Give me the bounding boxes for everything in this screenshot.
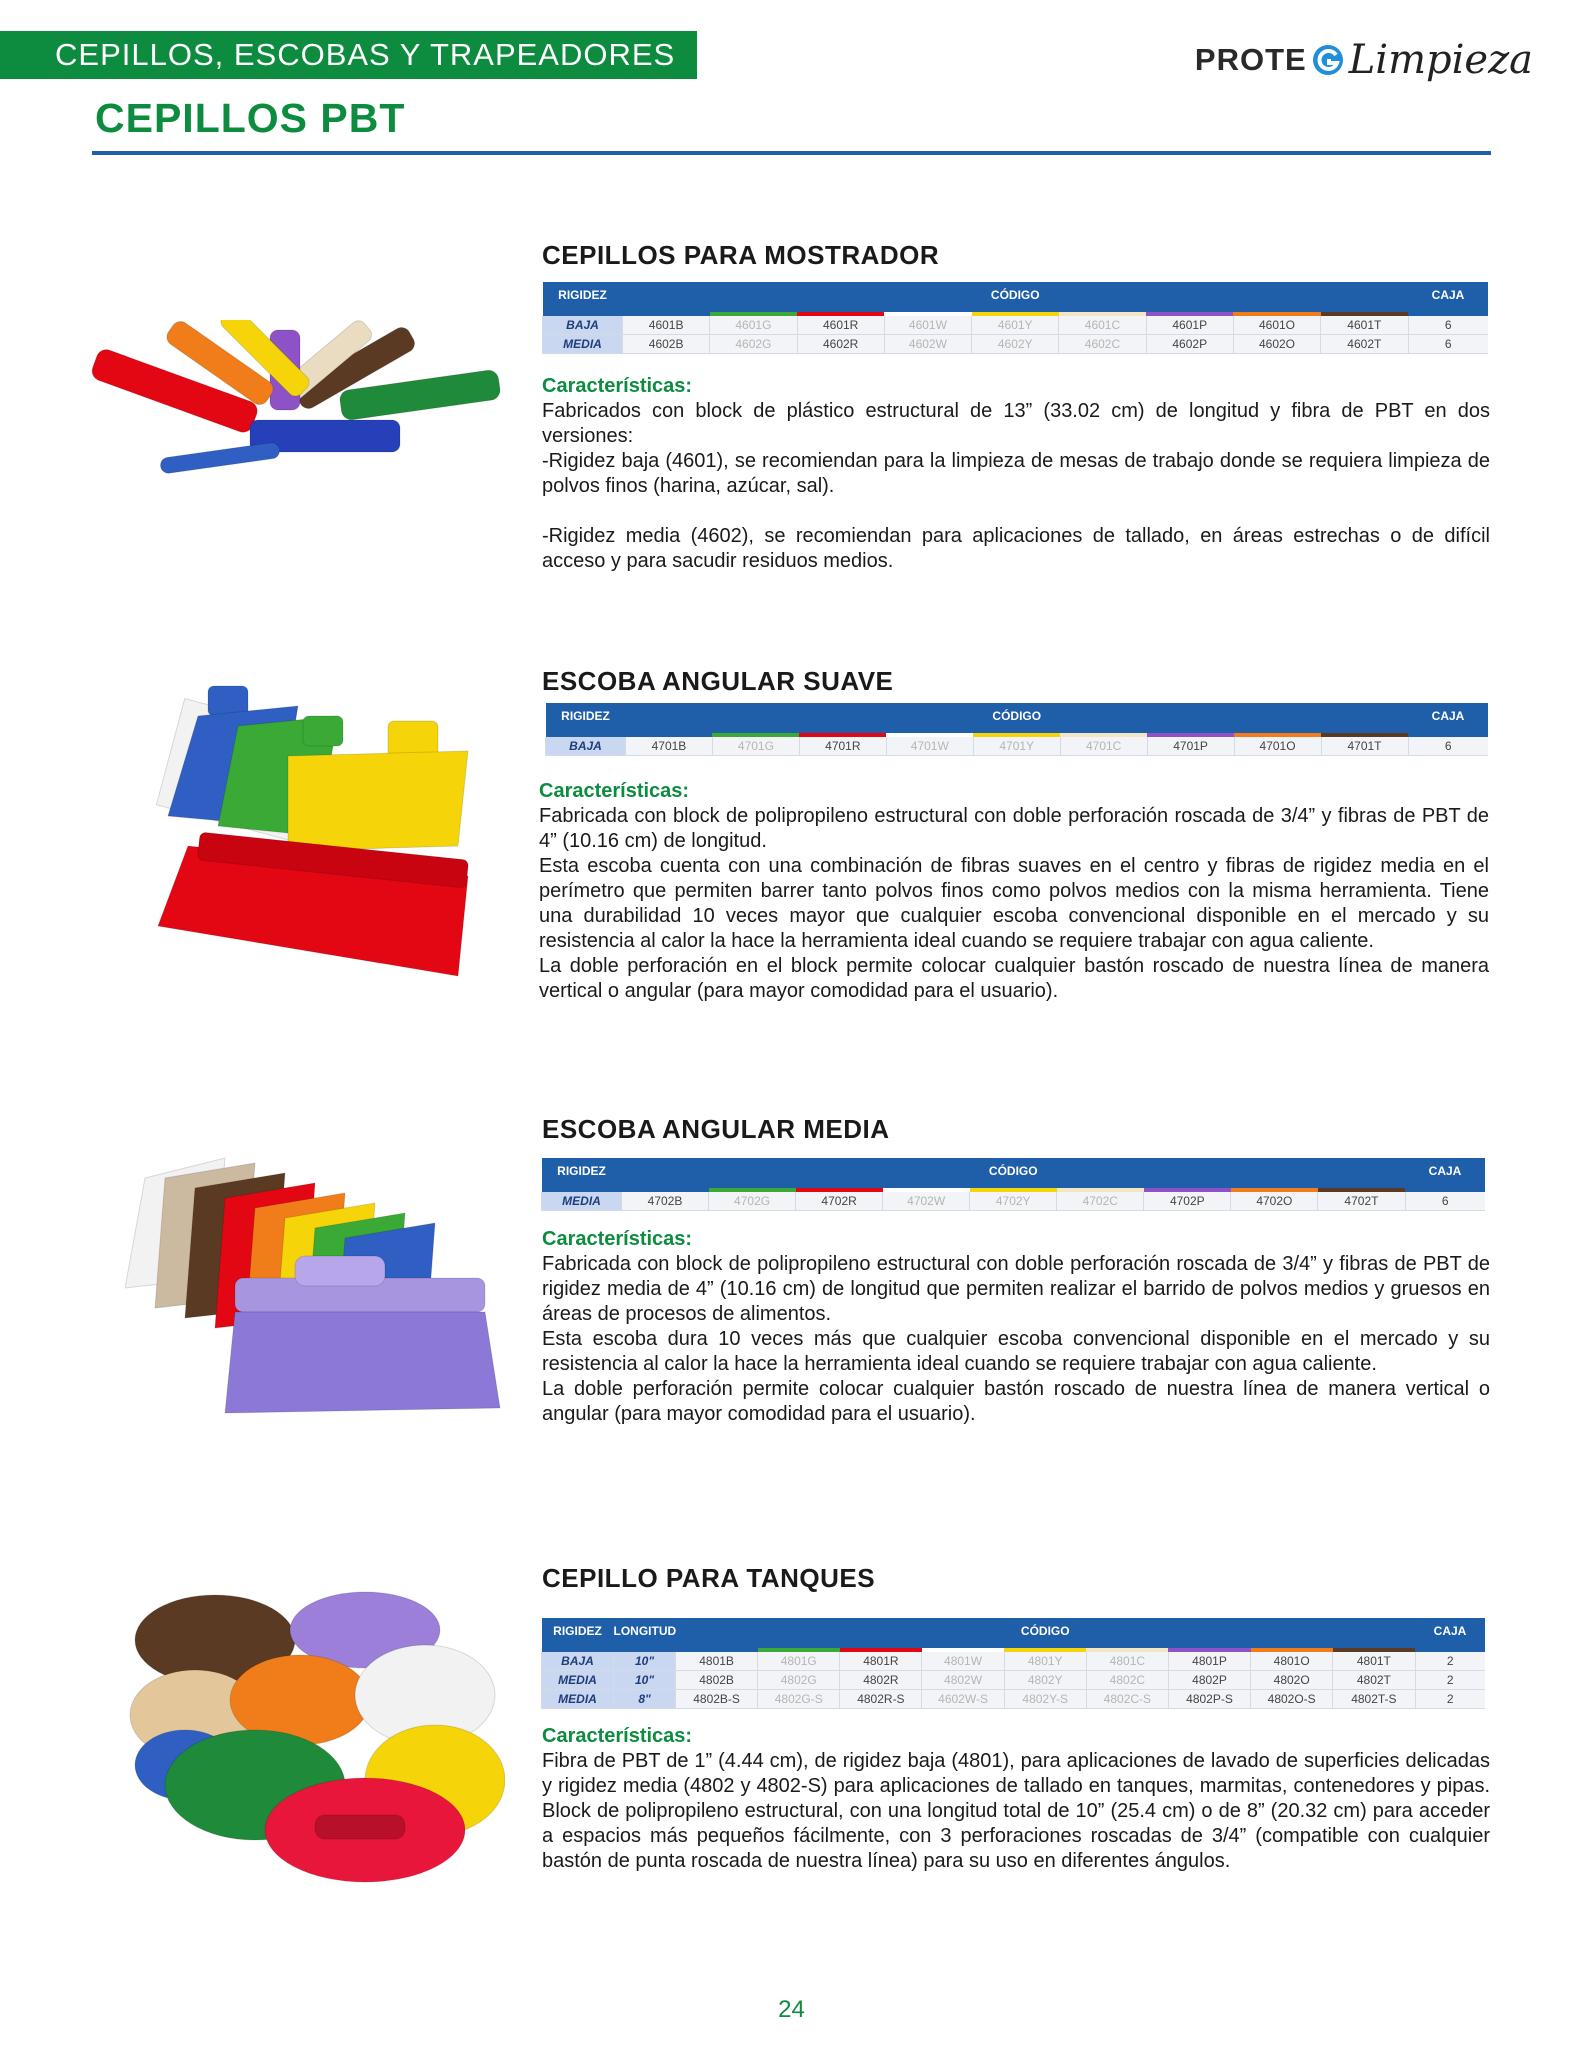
code-cell: 4602T [1321,335,1408,354]
code-cell: 4801W [922,1652,1004,1671]
paragraph: La doble perforación en el block permite colocar cualquier bastón roscado de nuestra línea de manera vertical o angular (para mayor comodidad para el usuario). [539,955,1489,1002]
code-cell: 4602W [884,335,971,354]
rigidez-cell: BAJA [543,316,623,335]
code-cell: 4802C [1086,1671,1168,1690]
paragraph: -Rigidez media (4602), se recomiendan para aplicaciones de tallado, en áreas estrechas o de difícil acceso y para sacudir residuos medios. [542,525,1490,572]
description-tanques [542,1749,1490,1874]
caja-cell: 2 [1415,1652,1485,1671]
header-rigidez: RIGIDEZ [542,1158,622,1186]
code-cell: 4601R [797,316,884,335]
caja-cell: 6 [1408,316,1488,335]
header-rigidez: RIGIDEZ [543,282,623,310]
paragraph: Esta escoba dura 10 veces más que cualquier escoba convencional disponible en el mercado y su resistencia al calor la hace la herramienta ideal cuando se requiere trabajar con agua caliente. [542,1328,1490,1375]
section-heading-mostrador: CEPILLOS PARA MOSTRADOR [542,240,940,270]
spec-table-angular-media [541,1158,1485,1211]
features-label: Características: [542,1725,693,1747]
code-cell: 4802Y-S [1004,1690,1086,1709]
code-cell: 4801R [840,1652,922,1671]
header-caja: CAJA [1408,282,1488,310]
spec-table-angular-suave [545,703,1488,756]
page-number: 24 [778,1996,805,2023]
caja-cell: 6 [1408,335,1488,354]
rigidez-cell: MEDIA [542,1671,614,1690]
header-longitud: LONGITUD [614,1618,676,1646]
medium-angle-broom-image [125,1138,505,1420]
logo-mark-icon [1311,43,1345,77]
code-cell: 4802T-S [1333,1690,1415,1709]
logo-script: Limpieza [1348,37,1533,83]
code-cell: 4801O [1251,1652,1333,1671]
code-cell: 4601B [623,316,710,335]
code-cell: 4802B-S [676,1690,758,1709]
caja-cell: 2 [1415,1671,1485,1690]
code-cell: 4801P [1168,1652,1250,1671]
code-cell: 4702W [883,1192,970,1211]
header-codigo: CÓDIGO [622,1158,1406,1186]
paragraph: Fabricados con block de plástico estructural de 13” (33.02 cm) de longitud y fibra de PBT en dos versiones: [542,400,1490,447]
features-label: Características: [542,375,693,397]
paragraph: Fabricada con block de polipropileno estructural con doble perforación roscada de 3/4” y fibras de PBT de rigidez media de 4” (10.16 cm) de longitud que permiten realizar el barrido de polvos medios y gruesos en áreas de procesos de alimentos. [542,1253,1490,1325]
code-cell: 4702C [1057,1192,1144,1211]
code-cell: 4701O [1234,737,1321,756]
paragraph: -Rigidez baja (4601), se recomiendan para la limpieza de mesas de trabajo donde se requiera limpieza de polvos finos (harina, azúcar, sal). [542,450,1490,497]
code-cell: 4702G [709,1192,796,1211]
code-cell: 4602G [710,335,797,354]
header-codigo: CÓDIGO [623,282,1409,310]
code-cell: 4801Y [1004,1652,1086,1671]
code-cell: 4701B [626,737,713,756]
page-title: CEPILLOS PBT [95,95,406,141]
code-cell: 4801T [1333,1652,1415,1671]
code-cell: 4601O [1233,316,1320,335]
code-cell: 4701W [886,737,973,756]
code-cell: 4602B [623,335,710,354]
section-banner: CEPILLOS, ESCOBAS Y TRAPEADORES [0,31,697,79]
header-caja: CAJA [1405,1158,1485,1186]
code-cell: 4801C [1086,1652,1168,1671]
code-cell: 4702P [1144,1192,1231,1211]
caja-cell: 2 [1415,1690,1485,1709]
code-cell: 4701T [1321,737,1408,756]
code-cell: 4701R [799,737,886,756]
brand-logo [1195,30,1533,90]
code-cell: 4701P [1147,737,1234,756]
header-codigo: CÓDIGO [676,1618,1416,1646]
rigidez-cell: MEDIA [543,335,623,354]
code-cell: 4602O [1233,335,1320,354]
code-cell: 4802R [840,1671,922,1690]
section-heading-angular-suave: ESCOBA ANGULAR SUAVE [542,666,894,696]
header-caja: CAJA [1408,703,1488,731]
code-cell: 4802W [922,1671,1004,1690]
description-angular-media [542,1252,1490,1427]
paragraph: La doble perforación permite colocar cualquier bastón roscado de nuestra línea de manera vertical o angular (para mayor comodidad para el usuario). [542,1378,1490,1425]
longitud-cell: 8" [614,1690,676,1709]
code-cell: 4701Y [973,737,1060,756]
code-cell: 4802R-S [840,1690,922,1709]
code-cell: 4601C [1059,316,1146,335]
code-cell: 4802T [1333,1671,1415,1690]
header-rigidez: RIGIDEZ [546,703,626,731]
counter-brushes-image [90,320,510,485]
longitud-cell: 10" [614,1671,676,1690]
code-cell: 4702T [1318,1192,1405,1211]
spec-table-mostrador [542,282,1488,354]
longitud-cell: 10" [614,1652,676,1671]
description-angular-suave [539,804,1489,1004]
logo-word: PROTE [1194,42,1307,77]
header-caja: CAJA [1415,1618,1485,1646]
paragraph: Fibra de PBT de 1” (4.44 cm), de rigidez baja (4801), para aplicaciones de lavado de superficies delicadas y rigidez media (4802 y 4802-S) para aplicaciones de tallado en tanques, marmitas, contenedores y pipas. Block de polipropileno estructural, con una longitud total de 10” (25.4 cm) o de 8” (20.32 cm) para acceder a espacios más pequeños fácilmente, con 3 perforaciones roscadas de 3/4” (compatible con cualquier bastón de punta roscada de nuestra línea) para su uso en diferentes ángulos. [542,1750,1490,1872]
code-cell: 4701C [1060,737,1147,756]
rigidez-cell: MEDIA [542,1690,614,1709]
features-label: Características: [542,1228,693,1250]
header-codigo: CÓDIGO [626,703,1409,731]
rigidez-cell: BAJA [542,1652,614,1671]
section-heading-tanques: CEPILLO PARA TANQUES [542,1563,876,1593]
code-cell: 4802Y [1004,1671,1086,1690]
code-cell: 4601T [1321,316,1408,335]
tank-brushes-image [125,1590,505,1885]
rigidez-cell: MEDIA [542,1192,622,1211]
code-cell: 4602Y [972,335,1059,354]
code-cell: 4602P [1146,335,1233,354]
code-cell: 4602W-S [922,1690,1004,1709]
code-cell: 4601Y [972,316,1059,335]
code-cell: 4802C-S [1086,1690,1168,1709]
code-cell: 4802G [758,1671,840,1690]
code-cell: 4602C [1059,335,1146,354]
code-cell: 4702O [1231,1192,1318,1211]
caja-cell: 6 [1405,1192,1485,1211]
code-cell: 4802O-S [1251,1690,1333,1709]
code-cell: 4802B [676,1671,758,1690]
soft-angle-broom-image [138,676,488,981]
caja-cell: 6 [1408,737,1488,756]
paragraph: Fabricada con block de polipropileno estructural con doble perforación roscada de 3/4” y fibras de PBT de 4” (10.16 cm) de longitud. [539,805,1489,852]
code-cell: 4601G [710,316,797,335]
code-cell: 4802O [1251,1671,1333,1690]
title-divider [92,151,1491,155]
description-mostrador [542,399,1490,574]
header-rigidez: RIGIDEZ [542,1618,614,1646]
code-cell: 4701G [712,737,799,756]
code-cell: 4801B [676,1652,758,1671]
code-cell: 4601P [1146,316,1233,335]
code-cell: 4702Y [970,1192,1057,1211]
code-cell: 4802P [1168,1671,1250,1690]
paragraph: Esta escoba cuenta con una combinación de fibras suaves en el centro y fibras de rigidez media en el perímetro que permiten barrer tanto polvos finos como polvos medios con la misma herramienta. Tiene una durabilidad 10 veces mayor que cualquier escoba convencional disponible en el mercado y su resistencia al calor la hace la herramienta ideal cuando se requiere trabajar con agua caliente. [539,855,1489,952]
section-heading-angular-media: ESCOBA ANGULAR MEDIA [542,1114,890,1144]
spec-table-tanques [541,1618,1485,1709]
code-cell: 4802G-S [758,1690,840,1709]
code-cell: 4801G [758,1652,840,1671]
rigidez-cell: BAJA [546,737,626,756]
code-cell: 4702B [622,1192,709,1211]
code-cell: 4601W [884,316,971,335]
code-cell: 4802P-S [1168,1690,1250,1709]
features-label: Características: [539,780,690,802]
code-cell: 4702R [796,1192,883,1211]
code-cell: 4602R [797,335,884,354]
